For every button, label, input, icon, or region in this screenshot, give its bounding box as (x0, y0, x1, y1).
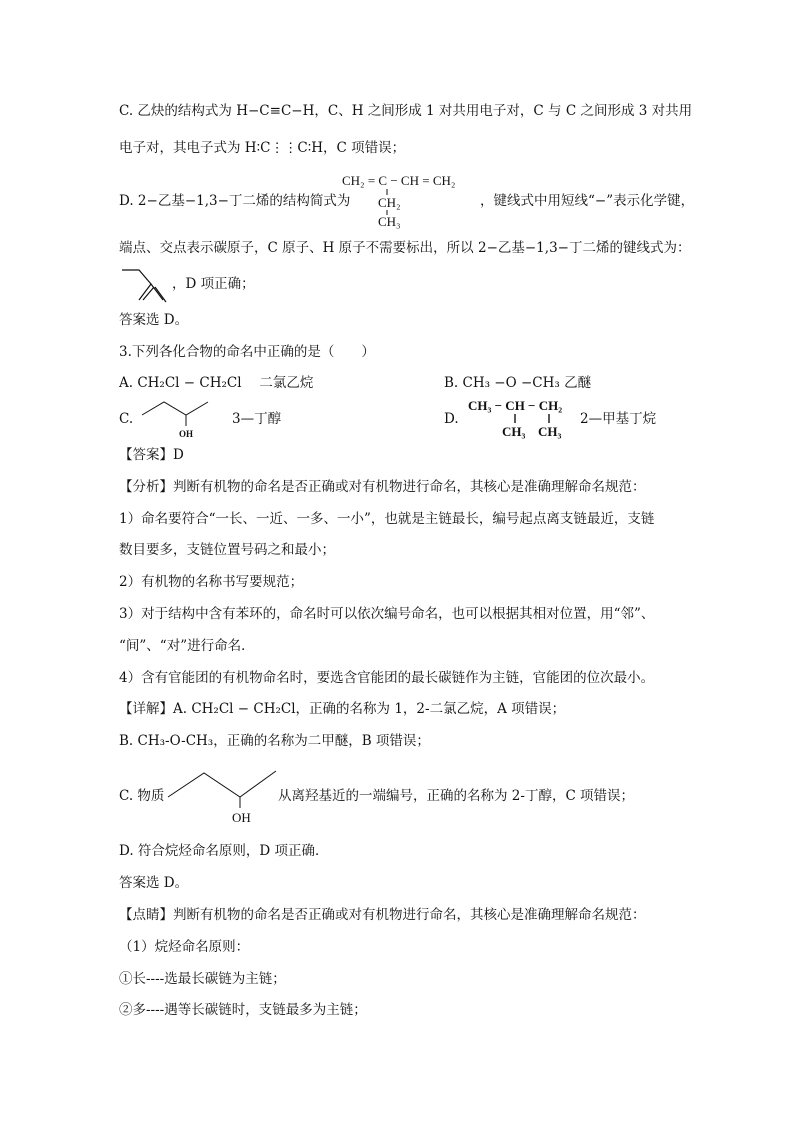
question-3: 3.下列各化合物的命名中正确的是（ ） (119, 344, 375, 360)
butanol-large-skeletal (166, 761, 280, 827)
option-c-name: 3—丁醇 (232, 411, 282, 427)
alkane-sub-ch3-1: CH₃ (502, 424, 526, 439)
oh-label-large: OH (232, 810, 251, 825)
option-d-correct: ，D 项正确； (172, 276, 255, 292)
rule-1-line1: 1）命名要符合“一长、一近、一多、一小”，也就是主链最长，编号起点离支链最近，支链 (119, 511, 655, 527)
detail-d: D. 符合烷烃命名原则，D 项正确． (119, 843, 329, 859)
detail-c-post: 从离羟基近的一端编号，正确的名称为 2-丁醇，C 项错误； (278, 788, 635, 804)
alkane-naming-heading: （1）烷烃命名原则： (119, 939, 250, 955)
diene-structural-formula (340, 170, 480, 230)
option-d-explanation-post: ，键线式中用短线“−”表示化学键， (480, 193, 695, 209)
rule-3-line1: 3）对于结构中含有苯环的，命名时可以依次编号命名，也可以根据其相对位置，用“邻”、 (119, 606, 655, 622)
answer-label: 【答案】D (119, 447, 184, 463)
detail-b: B. CH₃-O-CH₃，正确的名称为二甲醚，B 项错误； (119, 733, 430, 749)
rule-1-line2: 数目要多，支链位置号码之和最小； (119, 542, 335, 558)
methylbutane-structural (466, 394, 576, 442)
diene-ch3-branch: CH₃ (378, 214, 401, 229)
option-c-explanation-line1: C. 乙炔的结构式为 H−C≡C−H，C、H 之间形成 1 对共用电子对，C 与 C 之间形成 3 对共用 (119, 103, 693, 119)
diene-skeletal-formula (119, 262, 175, 304)
option-d-explanation-line2: 端点、交点表示碳原子，C 原子、H 原子不需要标出，所以 2−乙基−1,3−丁二烯的键线式为： (119, 240, 691, 256)
option-d-explanation-pre: D. 2−乙基−1,3−丁二烯的结构简式为 (119, 193, 351, 209)
detail-a: 【详解】A. CH₂Cl − CH₂Cl，正确的名称为 1，2-二氯乙烷，A 项错误； (119, 701, 566, 717)
rule-2: 2）有机物的名称书写要规范； (119, 574, 304, 590)
option-c-label: C. (119, 411, 134, 427)
answer-line-1: 答案选 D。 (119, 312, 189, 328)
naming-rule-many: ②多----遇等长碳链时，支链最多为主链； (119, 1002, 367, 1018)
diene-main-chain: CH₂ = C − CH = CH₂ (342, 173, 456, 188)
option-c-explanation-line2: 电子对，其电子式为 H∶C⋮⋮C∶H，C 项错误； (119, 140, 406, 156)
alkane-sub-ch3-2: CH₃ (538, 424, 562, 439)
option-d-name: 2—甲基丁烷 (580, 411, 657, 427)
naming-rule-long: ①长----选最长碳链为主链； (119, 971, 286, 987)
key-point-intro: 【点睛】判断有机物的命名是否正确或对有机物进行命名，其核心是准确理解命名规范： (119, 907, 646, 923)
diene-ch2-branch: CH₂ (378, 195, 401, 210)
rule-4: 4）含有官能团的有机物命名时，要选含官能团的最长碳链作为主链，官能团的位次最小。 (119, 670, 655, 686)
option-b: B. CH₃ −O −CH₃ 乙醚 (444, 375, 592, 391)
oh-label-small: OH (179, 429, 194, 439)
option-d-label: D. (444, 411, 459, 427)
analysis-intro: 【分析】判断有机物的命名是否正确或对有机物进行命名，其核心是准确理解命名规范： (119, 479, 646, 495)
rule-3-line2: “间”、“对”进行命名． (119, 638, 255, 654)
detail-c-pre: C. 物质 (119, 788, 165, 804)
alkane-main-chain: CH₃ − CH − CH₂ (468, 398, 563, 413)
butanol-small-skeletal (140, 396, 212, 442)
option-a: A. CH₂Cl − CH₂Cl 二氯乙烷 (119, 375, 314, 391)
answer-line-2: 答案选 D。 (119, 875, 189, 891)
